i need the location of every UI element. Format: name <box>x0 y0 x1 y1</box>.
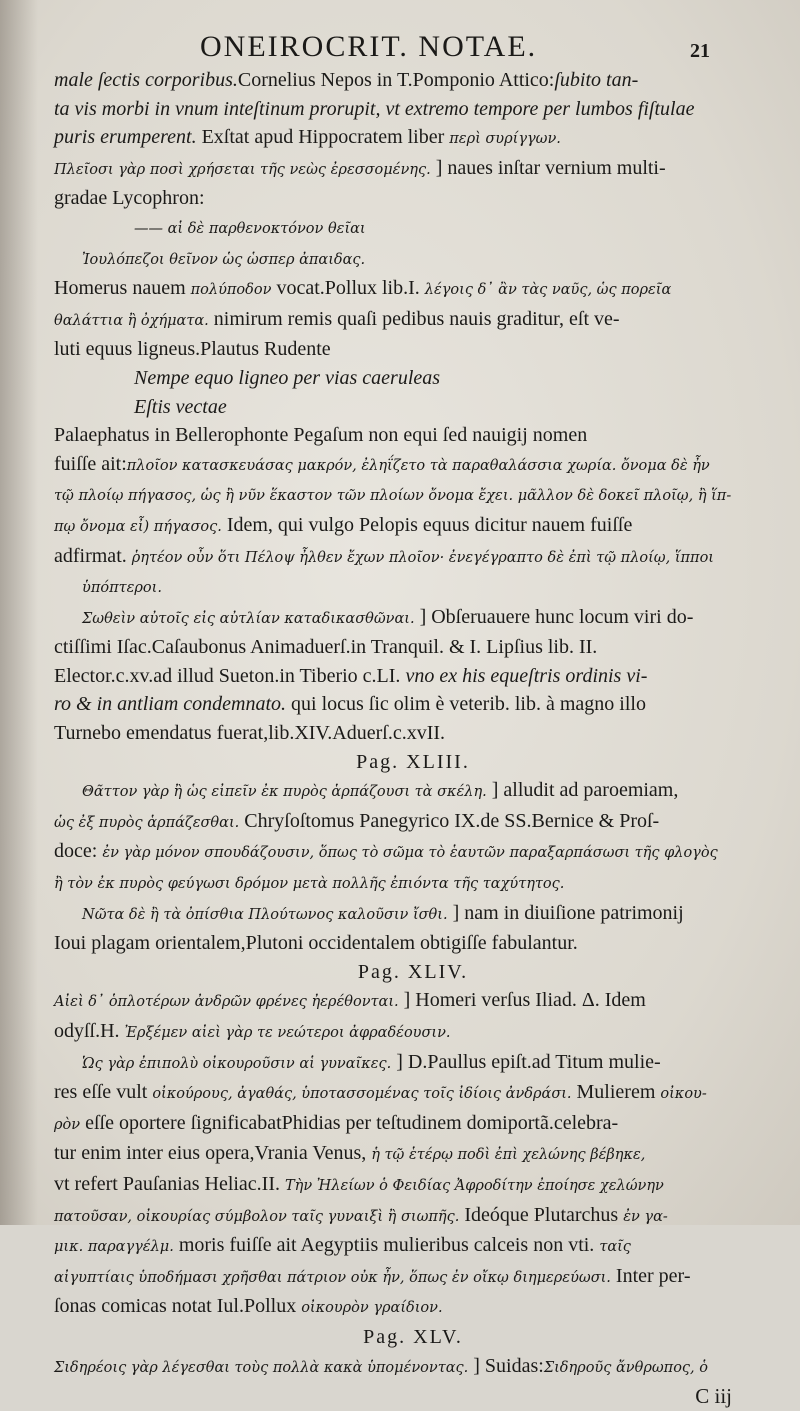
text-line <box>54 572 772 603</box>
text-line <box>54 542 772 573</box>
text-line <box>54 450 772 481</box>
text-line <box>54 213 772 244</box>
latin-text: Pag. XLIII. <box>356 750 470 773</box>
latin-text: Pag. XLV. <box>363 1325 463 1348</box>
text-line <box>54 1109 772 1140</box>
greek-text: τῷ πλοίῳ πήγασος, ὡς ἢ νῦν ἕκαστον τῶν πλοίων ὄνομα ἔχει. μᾶλλον δὲ δοκεῖ πλοῖῳ, ἢ ἵπ- <box>54 488 732 505</box>
page-reference-heading <box>54 958 772 987</box>
latin-text: fuiſſe ait: <box>54 452 127 475</box>
text-line <box>54 1292 772 1323</box>
latin-text: moris fuiſſe ait Aegyptiis mulieribus calceis non vti. <box>173 1234 600 1257</box>
greek-text: —— αἱ δὲ παρθενοκτόνον θεῖαι <box>134 220 366 237</box>
text-line <box>54 837 772 868</box>
greek-text: ἐν γα- <box>623 1208 668 1225</box>
italic-text: vno ex his equeſtris ordinis vi- <box>405 664 648 687</box>
latin-text: Homerus nauem <box>54 277 191 300</box>
text-line <box>54 184 772 213</box>
latin-text: ] Obſeruauere hunc locum viri do- <box>414 605 694 628</box>
text-line <box>54 1262 772 1293</box>
text-line <box>54 690 772 719</box>
latin-text: odyſſ.H. <box>54 1020 125 1042</box>
text-line <box>54 393 772 422</box>
greek-text: μικ. παραγγέλμ. <box>54 1239 174 1256</box>
latin-text: qui locus ſic olim è veterib. lib. à magno illo <box>286 693 646 716</box>
greek-text: ἢ τὸν ἐκ πυρὸς φεύγωσι δρόμον μετὰ πολλῆς ἐπιόντα τῆς ταχύτητος. <box>54 876 565 893</box>
text-line <box>54 1017 772 1048</box>
greek-text: Πλεῖοσι γὰρ ποσὶ χρήσεται τῆς νεὼς ἐρεσσομένης. <box>54 161 431 178</box>
page-reference-heading <box>54 748 772 777</box>
latin-text: Idem, qui vulgo Pelopis equus dicitur nauem fuiſſe <box>221 513 633 536</box>
latin-text: ] Suidas: <box>468 1354 544 1377</box>
latin-text: adfirmat. <box>54 544 132 567</box>
latin-text: Cornelius Nepos in T.Pomponio Attico: <box>237 69 555 91</box>
greek-text: πλοῖον κατασκευάσας μακρόν, ἐληΐζετο τὰ παραθαλάσσια χωρία. ὄνομα δὲ ἦν <box>126 457 710 474</box>
greek-text: Ἰουλόπεζοι θεῖνον ὡς ὡσπερ ἀπαιδας. <box>82 251 366 268</box>
greek-text: αἰγυπτίαις ὑποδήμασι χρῆσθαι πάτριον οὐκ ἦν, ὅπως ἐν οἴκῳ διημερεύωσι. <box>54 1269 611 1286</box>
latin-text: ] Homeri verſus Iliad. Δ. Idem <box>398 989 646 1012</box>
italic-text: ta vis morbi in vnum inteſtinum prorupit, vt extremo tempore per lumbos fiſtulae <box>54 97 695 120</box>
text-line <box>54 244 772 275</box>
greek-text: ῥητέον οὖν ὅτι Πέλοψ ἦλθεν ἔχων πλοῖον· ἐνεγέγραπτο δὲ ἐπὶ τῷ πλοίῳ, ἵπποι <box>131 549 714 566</box>
page-body <box>54 66 772 1411</box>
latin-text: ] D.Paullus epiſt.ad Titum mulie- <box>391 1050 661 1073</box>
greek-text: Σιδηροῦς ἄνθρωπος, ὁ <box>543 1359 708 1376</box>
italic-text: Eſtis vectae <box>134 395 227 418</box>
greek-text: λέγοις δ᾽ ἂν τὰς ναῦς, ὡς πορεῖα <box>424 282 672 299</box>
latin-text: Inter per- <box>610 1264 691 1287</box>
text-line <box>54 305 772 336</box>
latin-text: vocat.Pollux lib.I. <box>271 277 425 300</box>
running-head: ONEIROCRIT. NOTAE. <box>200 30 538 63</box>
greek-text: Ἐρξέμεν αἰεὶ γὰρ τε νεώτεροι ἀφραδέουσιν. <box>124 1025 451 1041</box>
greek-text: πολύποδον <box>190 282 272 299</box>
page-number: 21 <box>690 40 710 62</box>
latin-text: ] nam in diuiſione patrimonij <box>447 901 684 924</box>
latin-text: Pag. XLIV. <box>357 960 469 983</box>
text-line <box>54 1048 772 1079</box>
greek-text: ὑπόπτεροι. <box>82 580 162 597</box>
text-line <box>54 421 772 450</box>
text-line <box>54 511 772 542</box>
latin-text: Chryſoſtomus Panegyrico IX.de SS.Bernice & Proſ- <box>239 809 660 832</box>
text-line <box>54 274 772 305</box>
text-line <box>54 364 772 393</box>
latin-text: res eſſe vult <box>54 1081 153 1104</box>
latin-text: Elector.c.xv.ad illud Sueton.in Tiberio c.LI. <box>54 664 406 687</box>
text-line <box>54 335 772 364</box>
text-line <box>54 929 772 958</box>
text-line <box>54 1352 772 1383</box>
latin-text: Ideóque Plutarchus <box>459 1203 624 1226</box>
latin-text: ſonas comicas notat Iul.Pollux <box>54 1295 302 1318</box>
text-line <box>54 662 772 691</box>
text-line <box>54 986 772 1017</box>
text-line <box>54 633 772 662</box>
greek-text: περὶ συρίγγων. <box>449 131 561 148</box>
greek-text: ἡ τῷ ἑτέρῳ ποδὶ ἐπὶ χελώνης βέβηκε, <box>371 1147 646 1164</box>
latin-text: Mulierem <box>571 1081 661 1104</box>
latin-text: tur enim inter eius opera,Vrania Venus, <box>54 1142 372 1165</box>
text-line <box>54 95 772 124</box>
greek-text: ρὸν <box>54 1116 81 1133</box>
italic-text: Nempe equo ligneo per vias caeruleas <box>134 366 441 389</box>
italic-text: ſubito tan- <box>554 69 639 91</box>
text-line <box>54 719 772 748</box>
italic-text: ro & in antliam condemnato. <box>54 693 287 716</box>
greek-text: πῳ ὄνομα εἶ) πήγασος. <box>54 518 222 535</box>
signature-mark: C iij <box>695 1384 732 1409</box>
italic-text: puris erumperent. <box>54 126 197 149</box>
text-line <box>54 154 772 185</box>
greek-text: οἰκου- <box>660 1086 707 1103</box>
greek-text: Τὴν Ἠλείων ὁ Φειδίας Ἀφροδίτην ἐποίησε χελώνην <box>285 1177 664 1194</box>
text-line <box>54 603 772 634</box>
greek-text: Θᾶττον γὰρ ἢ ὡς εἰπεῖν ἐκ πυρὸς ἁρπάζουσι τὰ σκέλη. <box>82 784 487 801</box>
latin-text: Ioui plagam orientalem,Plutoni occidentalem obtigiſſe fabulantur. <box>54 932 578 955</box>
latin-text: vt refert Pauſanias Heliac.II. <box>54 1172 286 1195</box>
greek-text: θαλάττια ἢ ὀχήματα. <box>54 312 209 329</box>
text-line <box>54 480 772 511</box>
text-line <box>54 1231 772 1262</box>
greek-text: Ὡς γὰρ ἐπιπολὺ οἰκουροῦσιν αἱ γυναῖκες. <box>82 1055 392 1072</box>
greek-text: Σιδηρέοις γὰρ λέγεσθαι τοὺς πολλὰ κακὰ ὑπομένοντας. <box>54 1359 469 1376</box>
greek-text: οἰκούρους, ἀγαθάς, ὑποτασσομένας τοῖς ἰδίοις ἀνδράσι. <box>152 1086 572 1103</box>
text-line <box>54 807 772 838</box>
greek-text: Νῶτα δὲ ἢ τὰ ὀπίσθια Πλούτωνος καλοῦσιν ἴσθι. <box>82 906 448 923</box>
text-line <box>54 1139 772 1170</box>
text-line <box>54 868 772 899</box>
page-header <box>0 30 800 64</box>
latin-text: Exſtat apud Hippocratem liber <box>196 126 450 149</box>
italic-text: male ſectis corporibus. <box>54 69 238 91</box>
text-line <box>54 123 772 154</box>
text-line <box>54 899 772 930</box>
greek-text: ταῖς <box>599 1239 631 1256</box>
text-line <box>54 1201 772 1232</box>
greek-text: οἰκουρὸν γραίδιον. <box>301 1300 443 1317</box>
greek-text: ὡς ἐξ πυρὸς ἁρπάζεσθαι. <box>54 814 240 831</box>
text-line <box>54 1170 772 1201</box>
latin-text: nimirum remis quaſi pedibus nauis graditur, eſt ve- <box>208 307 620 330</box>
page-reference-heading <box>54 1323 772 1352</box>
latin-text: eſſe oportere ſignificabatPhidias per teſtudinem domiportã.celebra- <box>80 1111 619 1134</box>
latin-text: luti equus ligneus.Plautus Rudente <box>54 338 331 361</box>
latin-text: ] naues inſtar vernium multi- <box>430 156 666 179</box>
greek-text: ἐν γὰρ μόνον σπουδάζουσιν, ὅπως τὸ σῶμα τὸ ἑαυτῶν παραξαρπάσωσι τῆς φλογὸς <box>102 845 718 862</box>
latin-text: gradae Lycophron: <box>54 187 205 210</box>
greek-text: πατοῦσαν, οἰκουρίας σύμβολον ταῖς γυναιξὶ ἢ σιωπῆς. <box>54 1208 460 1225</box>
latin-text: doce: <box>54 840 103 863</box>
greek-text: Αἰεὶ δ᾽ ὁπλοτέρων ἀνδρῶν φρένες ἠερέθονται. <box>54 994 399 1011</box>
latin-text: ctiſſimi Iſac.Caſaubonus Animaduerſ.in Tranquil. & I. Lipſius lib. II. <box>54 636 598 659</box>
spine-shadow <box>0 0 38 1225</box>
text-line <box>54 1078 772 1109</box>
greek-text: Σωθεὶν αὐτοῖς εἰς αὐτλίαν καταδικασθῶναι. <box>82 610 415 627</box>
latin-text: Palaephatus in Bellerophonte Pegaſum non equi ſed nauigij nomen <box>54 424 588 447</box>
latin-text: ] alludit ad paroemiam, <box>486 779 679 802</box>
text-line <box>54 66 772 95</box>
text-line <box>54 776 772 807</box>
latin-text: Turnebo emendatus fuerat,lib.XIV.Aduerſ.c.xvII. <box>54 722 446 745</box>
